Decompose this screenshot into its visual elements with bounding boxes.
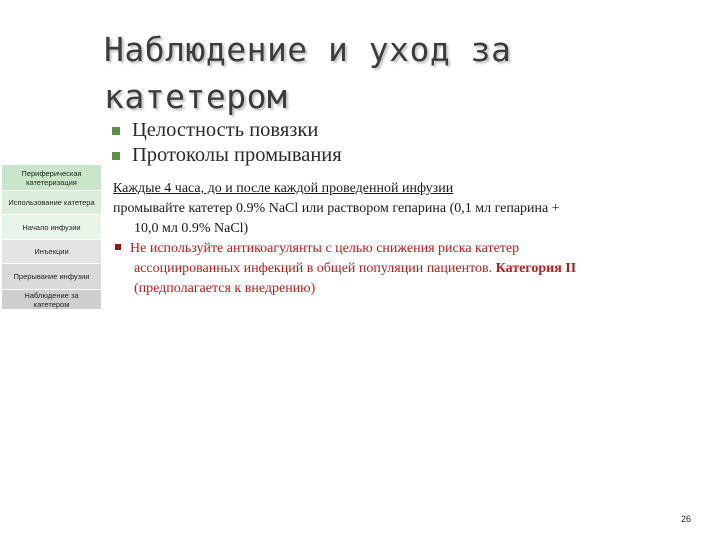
square-bullet-icon: [115, 244, 121, 250]
recommendation-line-2: [113, 259, 673, 279]
body-line: 10,0 мл 0.9% NaCl): [134, 221, 249, 236]
page-number: 26: [681, 514, 692, 524]
slide-title: [104, 26, 664, 120]
sidebar-item-injections[interactable]: [2, 240, 101, 264]
sidebar-item-infusion-start[interactable]: [2, 215, 101, 240]
sidebar-item-label: Использование катетера: [8, 198, 95, 207]
main-bullet-list: [112, 118, 672, 168]
sidebar-nav: [2, 165, 101, 310]
bullet-item: [112, 118, 672, 143]
bullet-item: [112, 143, 672, 168]
sidebar-item-label: Наблюдение за катетером: [24, 290, 79, 309]
flush-protocol-text: [113, 179, 673, 299]
recommendation-line: ассоциированных инфекций в общей популяции пациентов.: [134, 261, 496, 276]
slide-title-line-2: катетером: [104, 77, 288, 116]
square-bullet-icon: [112, 127, 120, 135]
bullet-text: Целостность повязки: [132, 119, 319, 141]
sidebar-item-peripheral-catheterization[interactable]: [2, 165, 101, 191]
bullet-text: Протоколы промывания: [132, 144, 342, 166]
body-line: промывайте катетер 0.9% NaCl или раствором гепарина (0,1 мл гепарина +: [113, 201, 560, 216]
body-line: Каждые 4 часа, до и после каждой проведенной инфузии: [113, 181, 454, 196]
recommendation-item: [113, 239, 673, 259]
sidebar-item-label: Прерывание инфузии: [13, 272, 90, 281]
sidebar-item-label: Периферическая катетеризация: [21, 168, 82, 187]
square-bullet-icon: [112, 152, 120, 160]
recommendation-line: (предполагается к внедрению): [134, 281, 316, 296]
slide-title-line-1: Наблюдение и уход за: [104, 30, 512, 69]
sidebar-item-catheter-monitoring[interactable]: [2, 290, 101, 310]
category-label: Категория II: [495, 261, 577, 276]
sidebar-item-infusion-interruption[interactable]: [2, 264, 101, 290]
sidebar-item-label: Начало инфузии: [22, 222, 81, 232]
sidebar-item-label: Инъекции: [34, 247, 69, 256]
recommendation-line: Не используйте антикоагулянты с целью снижения риска катетер: [130, 241, 520, 256]
sidebar-item-catheter-use[interactable]: [2, 191, 101, 215]
